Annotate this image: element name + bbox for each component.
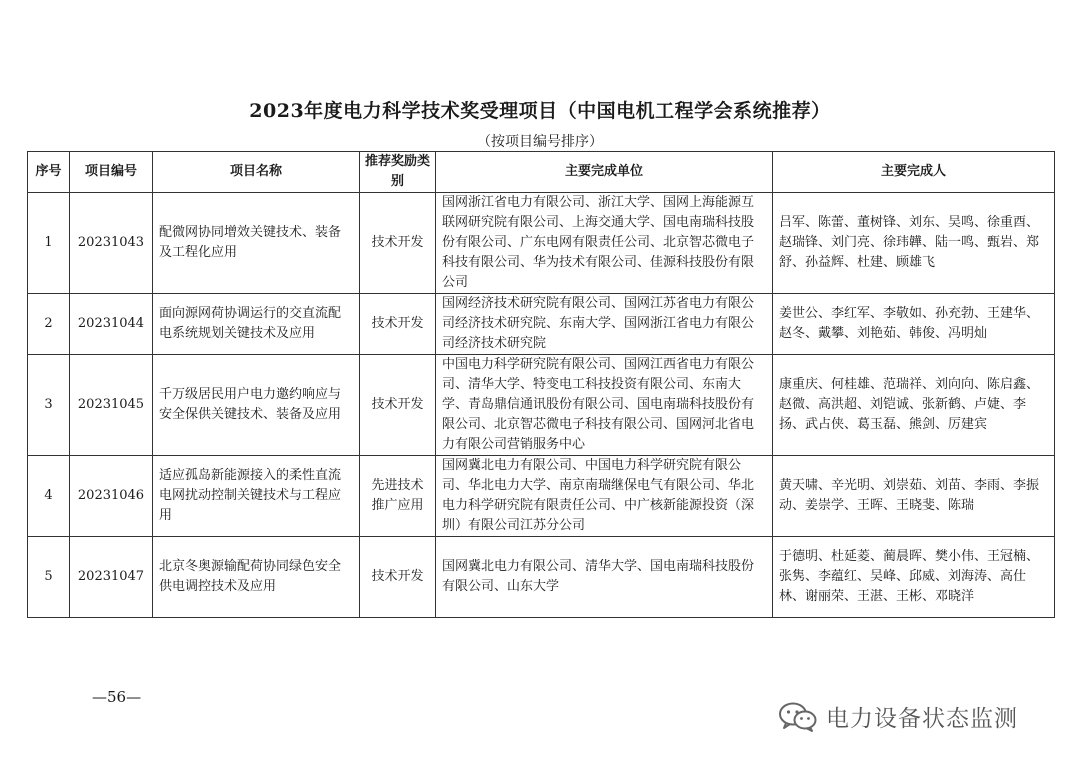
header-type: 推荐奖励类别: [360, 152, 436, 193]
table-header-row: [28, 152, 1055, 193]
row-code: 20231047: [70, 537, 153, 618]
document-subtitle: （按项目编号排序）: [477, 134, 603, 150]
header-seq: 序号: [28, 152, 70, 193]
header-people: 主要完成人: [773, 152, 1055, 193]
row-project-name: 配微网协同增效关键技术、装备及工程化应用: [153, 193, 360, 294]
row-seq: 1: [28, 193, 70, 294]
row-award-type: 技术开发: [360, 193, 436, 294]
table-row: [28, 456, 1055, 537]
table-row: [28, 294, 1055, 355]
row-people: 康重庆、何桂雄、范瑞祥、刘向向、陈启鑫、赵微、高洪超、刘铠诚、张新鹤、卢婕、李扬、武占侠、葛玉磊、熊剑、厉建宾: [773, 355, 1055, 456]
row-award-type: 技术开发: [360, 355, 436, 456]
row-code: 20231045: [70, 355, 153, 456]
row-award-type: 技术开发: [360, 294, 436, 355]
row-people: 黄天啸、辛光明、刘崇茹、刘苗、李雨、李振动、姜崇学、王晖、王晓斐、陈瑞: [773, 456, 1055, 537]
row-award-type: 技术开发: [360, 537, 436, 618]
row-people: 姜世公、李红军、李敬如、孙充勃、王建华、赵冬、戴攀、刘艳茹、韩俊、冯明灿: [773, 294, 1055, 355]
row-project-name: 千万级居民用户电力邀约响应与安全保供关键技术、装备及应用: [153, 355, 360, 456]
row-seq: 2: [28, 294, 70, 355]
award-projects-table: [27, 151, 1055, 618]
wechat-icon: [778, 701, 818, 733]
row-seq: 4: [28, 456, 70, 537]
row-units: 国网浙江省电力有限公司、浙江大学、国网上海能源互联网研究院有限公司、上海交通大学、国电南瑞科技股份有限公司、广东电网有限责任公司、北京智芯微电子科技有限公司、华为技术有限公司、佳源科技股份有限公司: [436, 193, 773, 294]
row-seq: 5: [28, 537, 70, 618]
table-row: [28, 537, 1055, 618]
row-award-type: 先进技术推广应用: [360, 456, 436, 537]
table-row: [28, 193, 1055, 294]
watermark: [778, 700, 1018, 733]
table-row: [28, 355, 1055, 456]
row-project-name: 面向源网荷协调运行的交直流配电系统规划关键技术及应用: [153, 294, 360, 355]
header-name: 项目名称: [153, 152, 360, 193]
page-number: —56—: [92, 688, 142, 706]
row-units: 国网经济技术研究院有限公司、国网江苏省电力有限公司经济技术研究院、东南大学、国网浙江省电力有限公司经济技术研究院: [436, 294, 773, 355]
row-units: 国网冀北电力有限公司、中国电力科学研究院有限公司、华北电力大学、南京南瑞继保电气有限公司、华北电力科学研究院有限责任公司、中广核新能源投资（深圳）有限公司江苏分公司: [436, 456, 773, 537]
row-units: 中国电力科学研究院有限公司、国网江西省电力有限公司、清华大学、特变电工科技投资有限公司、东南大学、青岛鼎信通讯股份有限公司、国电南瑞科技股份有限公司、北京智芯微电子科技有限公司、国网河北省电力有限公司营销服务中心: [436, 355, 773, 456]
row-code: 20231044: [70, 294, 153, 355]
row-people: 吕军、陈蕾、董树锋、刘东、吴鸣、徐重酉、赵瑞锋、刘门亮、徐玮韡、陆一鸣、甄岩、郑舒、孙益辉、杜建、顾雄飞: [773, 193, 1055, 294]
row-seq: 3: [28, 355, 70, 456]
header-units: 主要完成单位: [436, 152, 773, 193]
row-code: 20231046: [70, 456, 153, 537]
row-project-name: 北京冬奥源输配荷协同绿色安全供电调控技术及应用: [153, 537, 360, 618]
header-code: 项目编号: [70, 152, 153, 193]
row-people: 于德明、杜延菱、蔺晨晖、樊小伟、王冠楠、张隽、李蕴红、吴峰、邱威、刘海涛、高仕林、谢丽荣、王湛、王彬、邓晓洋: [773, 537, 1055, 618]
row-units: 国网冀北电力有限公司、清华大学、国电南瑞科技股份有限公司、山东大学: [436, 537, 773, 618]
document-title: 2023年度电力科学技术奖受理项目（中国电机工程学会系统推荐）: [249, 100, 831, 122]
row-project-name: 适应孤岛新能源接入的柔性直流电网扰动控制关键技术与工程应用: [153, 456, 360, 537]
row-code: 20231043: [70, 193, 153, 294]
watermark-text: 电力设备状态监测: [826, 706, 1018, 732]
